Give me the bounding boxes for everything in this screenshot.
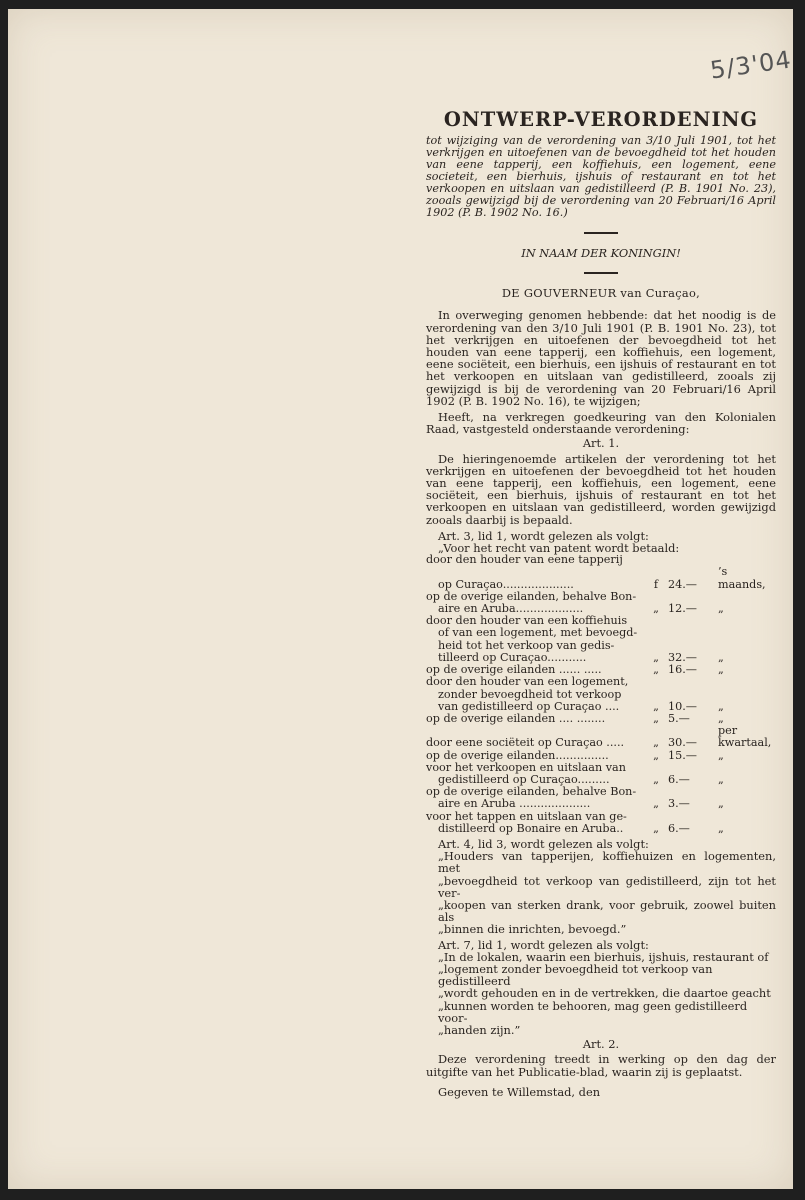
fee-currency: „ bbox=[653, 736, 659, 750]
fee-table bbox=[426, 554, 776, 835]
fee-period: „ bbox=[718, 711, 724, 725]
fee-currency: „ bbox=[653, 821, 659, 835]
fee-description: op de overige eilanden ...... ..... bbox=[426, 663, 602, 677]
fee-description: distilleerd op Bonaire en Aruba.. bbox=[438, 821, 624, 835]
document-title: ONTWERP-VERORDENING bbox=[443, 108, 759, 131]
fee-amount: 5.— bbox=[668, 711, 690, 725]
fee-currency: „ bbox=[653, 602, 659, 616]
fee-description: door den houder van een logement, bbox=[426, 675, 629, 689]
quote-line: „In de lokalen, waarin een bierhuis, ijshuis, restaurant of bbox=[438, 949, 769, 964]
fee-description: op de overige eilanden, behalve Bon- bbox=[426, 589, 637, 603]
fee-row bbox=[426, 689, 776, 701]
fee-amount: 12.— bbox=[668, 602, 697, 616]
article-2-heading: Art. 2. bbox=[582, 1037, 620, 1052]
fee-description: op de overige eilanden............... bbox=[426, 748, 609, 762]
fee-amount bbox=[662, 676, 718, 688]
governor-heading: DE GOUVERNEUR van Curaçao, bbox=[501, 286, 701, 301]
fee-currency: „ bbox=[653, 772, 659, 786]
fee-period: „ bbox=[718, 650, 724, 664]
fee-amount: 3.— bbox=[668, 797, 690, 811]
fee-amount bbox=[662, 615, 718, 627]
fee-period bbox=[718, 591, 776, 603]
quote-line: „logement zonder bevoegdheid tot verkoop van gedistilleerd bbox=[438, 961, 713, 989]
fee-period: per kwartaal, bbox=[718, 724, 772, 750]
fee-period bbox=[718, 615, 776, 627]
fee-description: van gedistilleerd op Curaçao .... bbox=[438, 699, 620, 713]
fee-amount: 15.— bbox=[668, 748, 697, 762]
fee-period: „ bbox=[718, 821, 724, 835]
preamble-considering: In overweging genomen hebbende: dat het noodig is de verordening van den 3/10 Juli 1901 (P. B. 1901 No. 23), tot het verkrijgen en uitoefenen der bevoegdheid tot het houden van eene tapperij, een koffiehuis, een logement, eene sociëteit, een bierhuis, een ijshuis of restaurant en tot het verkoopen en uitslaan van gedistilleerd, zooals zij gewijzigd is bij de verordening van 20 Februari/16 April 1902 (P. B. 1902 No. 16), te wijzigen; bbox=[426, 308, 776, 408]
quote-line: „kunnen worden te behooren, mag geen gedistilleerd voor- bbox=[438, 998, 748, 1025]
fee-amount bbox=[662, 811, 718, 823]
fee-description: zonder bevoegdheid tot verkoop bbox=[438, 687, 622, 701]
fee-period: „ bbox=[718, 772, 724, 786]
fee-description: door den houder van een koffiehuis bbox=[426, 614, 628, 628]
quote-line: „koopen van sterken drank, voor gebruik, zoowel buiten als bbox=[438, 897, 776, 925]
divider bbox=[584, 272, 618, 274]
fee-amount bbox=[662, 627, 718, 639]
fee-period bbox=[718, 811, 776, 823]
article-2-text: Deze verordening treedt in werking op den dag der uitgifte van het Publicatie-blad, waarin zij is geplaatst. bbox=[426, 1052, 776, 1079]
quote-line: „Houders van tapperijen, koffiehuizen en logementen, met bbox=[438, 849, 776, 876]
fee-period bbox=[718, 627, 776, 639]
fee-amount: 16.— bbox=[668, 663, 697, 677]
fee-period bbox=[718, 689, 776, 701]
fee-currency bbox=[650, 811, 662, 823]
fee-currency: „ bbox=[653, 797, 659, 811]
fee-description: op de overige eilanden .... ........ bbox=[426, 711, 606, 725]
fee-amount: 10.— bbox=[668, 699, 697, 713]
fee-currency bbox=[650, 627, 662, 639]
fee-period bbox=[718, 676, 776, 688]
article-1-heading: Art. 1. bbox=[582, 436, 620, 451]
art7-quote bbox=[426, 951, 776, 1036]
fee-period: „ bbox=[718, 748, 724, 762]
fee-period: „ bbox=[718, 663, 724, 677]
fee-amount: 6.— bbox=[668, 772, 690, 786]
fee-amount bbox=[662, 689, 718, 701]
document-subtitle: tot wijziging van de verordening van 3/10 Juli 1901, tot het verkrijgen en uitoefenen van de bevoegdheid tot het houden van eene tapperij, een koffiehuis, een logement, eene societeit, een bierhuis, ijshuis of restaurant en tot het verkoopen en uitslaan van gedistilleerd (P. B. 1901 No. 23), zooals gewijzigd bij de verordening van 20 Februari/16 April 1902 (P. B. 1902 No. 16.) bbox=[426, 134, 776, 219]
fee-description: tilleerd op Curaçao........... bbox=[438, 650, 587, 664]
fee-period bbox=[718, 786, 776, 798]
fee-description: op de overige eilanden, behalve Bon- bbox=[426, 785, 637, 799]
art4-intro: Art. 4, lid 3, wordt gelezen als volgt: bbox=[438, 836, 649, 851]
fee-currency: „ bbox=[653, 748, 659, 762]
fee-currency bbox=[650, 554, 662, 566]
fee-currency bbox=[650, 676, 662, 688]
divider bbox=[584, 232, 618, 234]
fee-description: of van een logement, met bevoegd- bbox=[438, 626, 638, 640]
art4-quote bbox=[426, 850, 776, 935]
fee-row bbox=[426, 750, 776, 762]
quote-line: „binnen die inrichten, bevoegd.” bbox=[438, 922, 627, 937]
fee-currency: „ bbox=[653, 650, 659, 664]
art3-intro: Art. 3, lid 1, wordt gelezen als volgt: bbox=[438, 528, 649, 543]
fee-description: heid tot het verkoop van gedis- bbox=[438, 638, 615, 652]
fee-amount: 24.— bbox=[668, 577, 697, 591]
fee-currency: „ bbox=[653, 663, 659, 677]
fee-amount: 6.— bbox=[668, 821, 690, 835]
fee-row bbox=[426, 676, 776, 688]
fee-amount: 30.— bbox=[668, 736, 697, 750]
art7-intro: Art. 7, lid 1, wordt gelezen als volgt: bbox=[438, 937, 649, 952]
fee-row bbox=[426, 725, 776, 749]
fee-period: „ bbox=[718, 699, 724, 713]
fee-row bbox=[426, 566, 776, 590]
document-page bbox=[8, 9, 793, 1189]
fee-period: „ bbox=[718, 602, 724, 616]
article-1-text: De hieringenoemde artikelen der verordening tot het verkrijgen en uitoefenen der bevoegdheid tot het houden van eene tapperij, een koffiehuis, een logement, eene sociëteit, een bierhuis, ijshuis of restaurant en tot het verkoopen en uitslaan van gedistilleerd, worden gewijzigd zooals daarbij is bepaald. bbox=[426, 451, 776, 527]
quote-line: „wordt gehouden en in de vertrekken, die daartoe geacht bbox=[438, 986, 771, 1001]
fee-row bbox=[426, 798, 776, 810]
document-text-column bbox=[426, 109, 776, 1098]
fee-description: voor het tappen en uitslaan van ge- bbox=[426, 809, 627, 823]
fee-description: voor het verkoopen en uitslaan van bbox=[426, 760, 626, 774]
invocation: IN NAAM DER KONINGIN! bbox=[521, 246, 681, 260]
fee-amount bbox=[662, 554, 718, 566]
fee-amount: 32.— bbox=[668, 650, 697, 664]
fee-currency: „ bbox=[653, 711, 659, 725]
fee-description: gedistilleerd op Curaçao......... bbox=[438, 772, 610, 786]
quote-line: „bevoegdheid tot verkoop van gedistilleerd, zijn tot het ver- bbox=[438, 873, 776, 900]
fee-row bbox=[426, 823, 776, 835]
fee-period: „ bbox=[718, 797, 724, 811]
fee-currency bbox=[650, 615, 662, 627]
preamble-enacted: Heeft, na verkregen goedkeuring van den Kolonialen Raad, vastgesteld onderstaande verordening: bbox=[426, 410, 776, 437]
fee-description: door eene sociëteit op Curaçao ..... bbox=[426, 736, 625, 750]
fee-description: aire en Aruba................... bbox=[438, 602, 584, 616]
closing-line: Gegeven te Willemstad, den bbox=[438, 1084, 601, 1099]
fee-period bbox=[718, 640, 776, 652]
fee-currency: f bbox=[653, 577, 659, 591]
fee-description: door den houder van eene tapperij bbox=[426, 553, 623, 567]
fee-description: aire en Aruba .................... bbox=[438, 797, 591, 811]
fee-currency bbox=[650, 689, 662, 701]
handwritten-date-annotation: 5/3'04 bbox=[708, 45, 794, 85]
fee-period: ’s maands, bbox=[718, 565, 766, 591]
fee-row bbox=[426, 627, 776, 639]
fee-currency: „ bbox=[653, 699, 659, 713]
quote-line: „handen zijn.” bbox=[438, 1022, 521, 1037]
art3-quote: „Voor het recht van patent wordt betaald: bbox=[438, 541, 680, 556]
fee-description: op Curaçao.................... bbox=[438, 577, 574, 591]
fee-period bbox=[718, 762, 776, 774]
fee-row bbox=[426, 811, 776, 823]
